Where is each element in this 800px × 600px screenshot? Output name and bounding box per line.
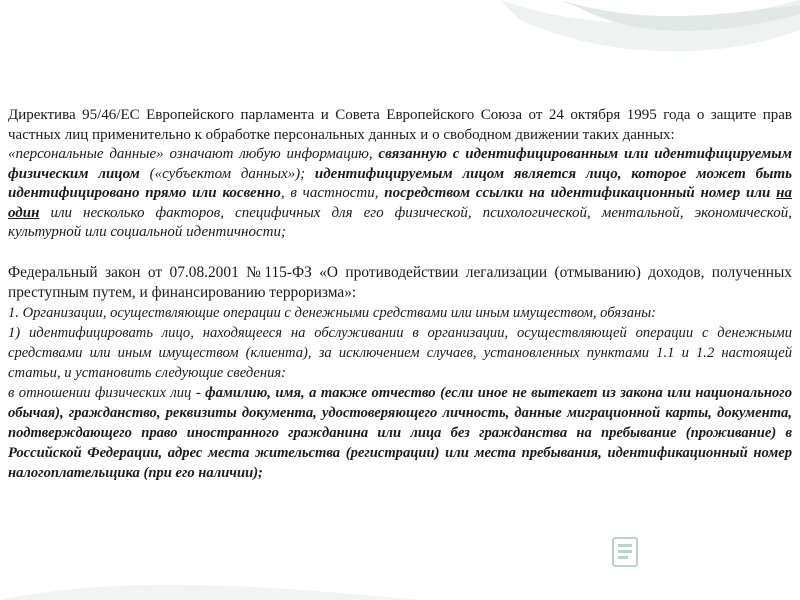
directive-heading: Директива 95/46/ЕС Европейского парламента и Совета Европейского Союза от 24 октября 1995 года о защите прав частных лиц применительно к обработке персональных данных и о свободном движении таких данных: [8,107,792,143]
section-gap [8,243,792,263]
definition-emphasis-1: связанную с идентифицированным или идентифицируемым физическим лицом [8,146,792,182]
individuals-lead-text: в отношении физических лиц - [8,384,206,401]
definition-text-1: «персональные данные» означают любую информацию, [8,146,379,162]
definition-emphasis-2: идентифицируемым лицом является лицо, которое может быть идентифицировано прямо или косвенно [8,165,792,201]
definition-underlined: на один [8,185,792,221]
logo-watermark-icon [612,531,752,575]
definition-text-2: («субъектом данных»); [139,165,315,182]
law-clause-1: 1. Организации, осуществляющие операции с денежными средствами или иным имуществом, обязаны: [8,304,657,321]
federal-law-heading: Федеральный закон от 07.08.2001 №115-ФЗ «О противодействии легализации (отмыванию) доходов, полученных преступным путем, и финансированию терроризма»: [8,263,792,301]
personal-data-definition [8,145,792,243]
definition-text-4: или несколько факторов, специфичных для его физической, психологической, ментальной, экономической, культурной или социальной идентичности; [8,204,792,240]
definition-text-3: , в частности, [280,185,385,201]
definition-emphasis-3: посредством ссылки на идентификационный номер или [384,185,777,201]
law-clause-1-1: 1) идентифицировать лицо, находящееся на обслуживании в организации, осуществляющей операции с денежными средствами или иным имуществом (клиента), за исключением случаев, установленных пунктами 1.1 и 1.2 настоящей статьи, и установить следующие сведения: [8,324,792,381]
law-clause-individuals [8,383,792,483]
document-body [8,106,792,483]
individuals-required-data: фамилию, имя, а также отчество (если иное не вытекает из закона или национального обычая), гражданство, реквизиты документа, удостоверяющего личность, данные миграционной карты, документа, подтверждающего право иностранного гражданина или лица без гражданства на пребывание (проживание) в Российской Федерации, адрес места жительства (регистрации) или места пребывания, идентификационный номер налогоплательщика (при его наличии); [8,384,792,481]
